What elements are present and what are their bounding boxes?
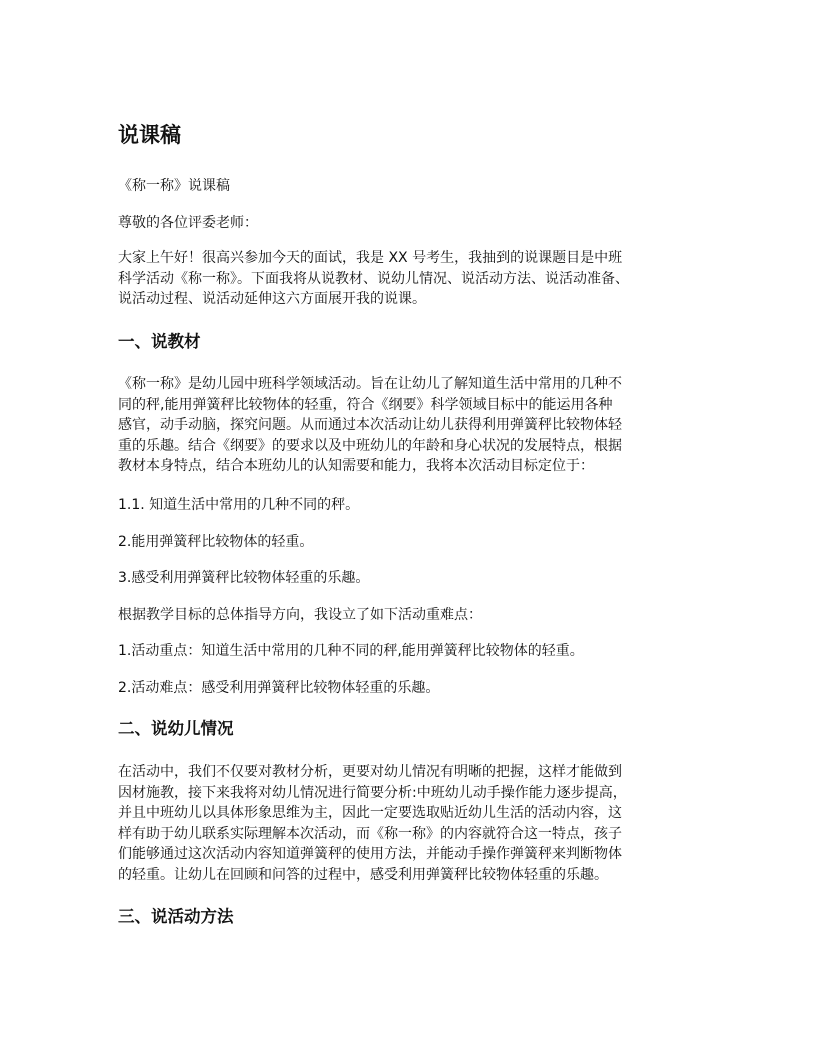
paragraph-line: 的轻重。让幼儿在回顾和问答的过程中，感受利用弹簧秤比较物体轻重的乐趣。 <box>118 866 608 883</box>
paragraph-line: 感官，动手动脑，探究问题。从而通过本次活动让幼儿获得利用弹簧秤比较物体轻 <box>118 417 622 433</box>
lesson-subtitle: 《称一称》说课稿 <box>118 178 230 194</box>
intro-line: 科学活动《称一称》。下面我将从说教材、说幼儿情况、说活动方法、说活动准备、 <box>118 270 629 287</box>
section-heading-children-situation: 二、说幼儿情况 <box>118 719 234 738</box>
paragraph-line: 教材本身特点，结合本班幼儿的认知需要和能力，我将本次活动目标定位于： <box>118 458 594 474</box>
paragraph-line: 同的秤,能用弹簧秤比较物体的轻重，符合《纲要》科学领域目标中的能运用各种 <box>118 396 613 413</box>
paragraph-line: 《称一称》是幼儿园中班科学领域活动。旨在让幼儿了解知道生活中常用的几种不 <box>118 376 622 392</box>
teaching-material-paragraph <box>118 374 700 477</box>
greeting: 尊敬的各位评委老师： <box>118 215 258 231</box>
key-points-intro: 根据教学目标的总体指导方向，我设立了如下活动重难点： <box>118 607 482 623</box>
paragraph-line: 重的乐趣。结合《纲要》的要求以及中班幼儿的年龄和身心状况的发展特点，根据 <box>118 437 622 454</box>
goal-item-1: 1.1. 知道生活中常用的几种不同的秤。 <box>118 497 360 513</box>
paragraph-line: 们能够通过这次活动内容知道弹簧秤的使用方法，并能动手操作弹簧秤来判断物体 <box>118 846 622 862</box>
document-title: 说课稿 <box>118 123 181 147</box>
intro-paragraph <box>118 248 700 310</box>
goal-item-2: 2.能用弹簧秤比较物体的轻重。 <box>118 534 314 550</box>
children-situation-paragraph <box>118 762 700 885</box>
difficult-point-item: 2.活动难点：感受利用弹簧秤比较物体轻重的乐趣。 <box>118 680 440 696</box>
key-point-item: 1.活动重点：知道生活中常用的几种不同的秤,能用弹簧秤比较物体的轻重。 <box>118 643 584 659</box>
paragraph-line: 样有助于幼儿联系实际理解本次活动，而《称一称》的内容就符合这一特点，孩子 <box>118 825 622 842</box>
paragraph-line: 因材施教，接下来我将对幼儿情况进行简要分析:中班幼儿动手操作能力逐步提高， <box>118 784 627 801</box>
goal-item-3: 3.感受利用弹簧秤比较物体轻重的乐趣。 <box>118 570 370 586</box>
paragraph-line: 在活动中，我们不仅要对教材分析，更要对幼儿情况有明晰的把握，这样才能做到 <box>118 764 622 780</box>
intro-line: 说活动过程、说活动延伸这六方面展开我的说课。 <box>118 291 426 307</box>
intro-line: 大家上午好！很高兴参加今天的面试，我是 XX 号考生，我抽到的说课题目是中班 <box>118 250 623 266</box>
section-heading-activity-method: 三、说活动方法 <box>118 907 234 926</box>
paragraph-line: 并且中班幼儿以具体形象思维为主，因此一定要选取贴近幼儿生活的活动内容，这 <box>118 805 622 821</box>
section-heading-teaching-material: 一、说教材 <box>118 332 201 351</box>
